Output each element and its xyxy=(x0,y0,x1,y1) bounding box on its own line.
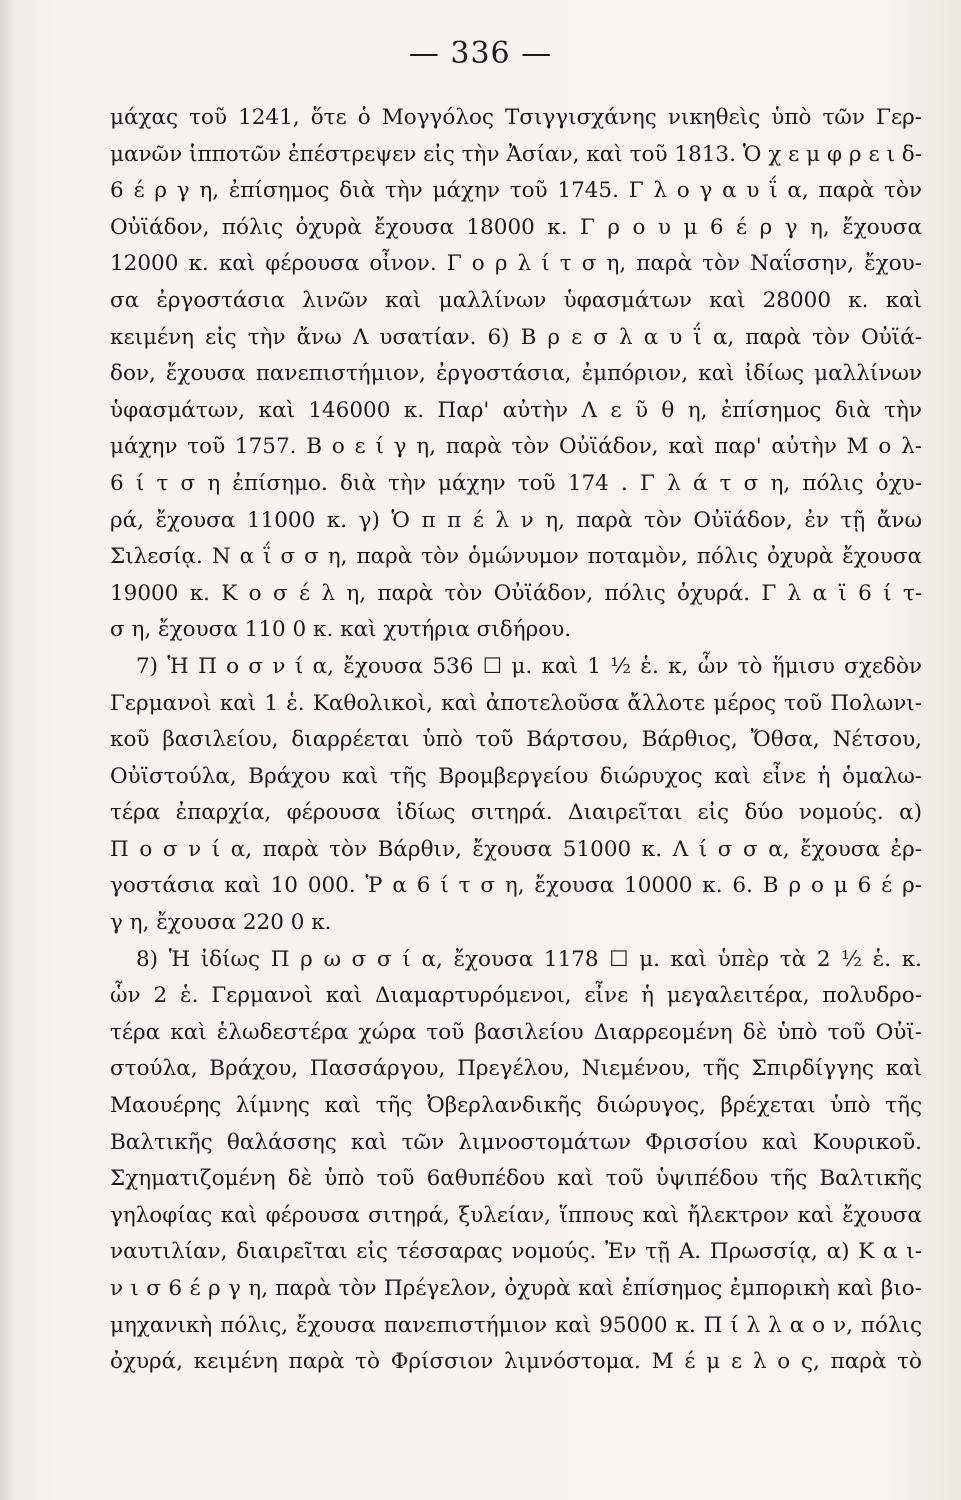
text-line: Οὐϊστούλα, Βράχου καὶ τῆς Βρομβεργείου διώρυχος καὶ εἶνε ἡ ὁμαλω- xyxy=(110,763,922,789)
text-line: Σχηματιζομένη δὲ ὑπὸ τοῦ 6αθυπέδου καὶ τοῦ ὑψιπέδου τῆς Βαλτικῆς xyxy=(110,1166,922,1192)
text-line: ναυτιλίαν, διαιρεῖται εἰς τέσσαρας νομούς. Ἐν τῇ Α. Πρωσσίᾳ, α) Κ α ι- xyxy=(110,1239,922,1265)
text-line: γ η, ἔχουσα 220 0 κ. xyxy=(110,910,332,936)
text-line: στούλα, Βράχου, Πασσάργου, Πρεγέλου, Νιεμένου, τῆς Σπιρδίγγης καὶ xyxy=(110,1056,922,1082)
text-line: 8) Ἡ ἰδίως Π ρ ω σ σ ί α, ἔχουσα 1178 ☐ μ. καὶ ὑπὲρ τὰ 2 ½ ἑ. κ. xyxy=(136,946,922,972)
text-line: τέρα ἐπαρχία, φέρουσα ἰδίως σιτηρά. Διαιρεῖται εἰς δύο νομούς. α) xyxy=(110,800,922,826)
text-line: κοῦ βασιλείου, διαρρέεται ὑπὸ τοῦ Βάρτσου, Βάρθιος, Ὄθσα, Νέτσου, xyxy=(110,727,922,753)
page-number: — 336 — xyxy=(408,36,553,71)
text-line: γηλοφίας καὶ φέρουσα σιτηρά, ξυλείαν, ἵππους καὶ ἤλεκτρον καὶ ἔχουσα xyxy=(110,1202,922,1228)
text-line: ὧν 2 ἑ. Γερμανοὶ καὶ Διαμαρτυρόμενοι, εἶνε ἡ μεγαλειτέρα, πολυδρο- xyxy=(110,983,922,1009)
text-line: τέρα καὶ ἑλωδεστέρα χώρα τοῦ βασιλείου Διαρρεομένη δὲ ὑπὸ τοῦ Οὐϊ- xyxy=(110,1019,922,1045)
text-line: Σιλεσίᾳ. Ν α ΐ σ σ η, παρὰ τὸν ὁμώνυμον ποταμὸν, πόλις ὀχυρὰ ἔχουσα xyxy=(110,544,922,570)
text-line: Βαλτικῆς θαλάσσης καὶ τῶν λιμνοστομάτων Φρισσίου καὶ Κουρικοῦ. xyxy=(110,1129,922,1155)
text-line: ν ι σ 6 έ ρ γ η, παρὰ τὸν Πρέγελον, ὀχυρὰ καὶ ἐπίσημος ἐμπορικὴ καὶ βιο- xyxy=(110,1276,922,1301)
text-line: 12000 κ. καὶ φέρουσα οἶνον. Γ ο ρ λ ί τ σ η, παρὰ τὸν Ναΐσσην, ἔχου- xyxy=(110,251,922,277)
text-line: μάχας τοῦ 1241, ὅτε ὁ Μογγόλος Τσιγγισχάνης νικηθεὶς ὑπὸ τῶν Γερ- xyxy=(110,105,922,130)
text-line: Οὐϊάδον, πόλις ὀχυρὰ ἔχουσα 18000 κ. Γ ρ ο υ μ 6 έ ρ γ η, ἔχουσα xyxy=(110,214,922,240)
text-line: Π ο σ ν ί α, παρὰ τὸν Βάρθιν, ἔχουσα 51000 κ. Λ ί σ σ α, ἔχουσα ἐρ- xyxy=(110,836,922,862)
text-line: κειμένη εἰς τὴν ἄνω Λ υσατίαν. 6) Β ρ ε σ λ α υ ΐ α, παρὰ τὸν Οὐϊά- xyxy=(110,324,922,350)
text-line: μάχην τοῦ 1757. Β ο ε ί γ η, παρὰ τὸν Οὐϊάδον, καὶ παρ' αὐτὴν Μ ο λ- xyxy=(110,434,922,460)
text-line: 6 έ ρ γ η, ἐπίσημος διὰ τὴν μάχην τοῦ 1745. Γ λ ο γ α υ ΐ α, παρὰ τὸν xyxy=(110,178,922,204)
body-text xyxy=(110,100,922,1381)
binding-shadow xyxy=(0,0,14,1500)
text-line: μηχανικὴ πόλις, ἔχουσα πανεπιστήμιον καὶ 95000 κ. Π ί λ λ α ο ν, πόλις xyxy=(110,1312,922,1338)
text-line: σ η, ἔχουσα 110 0 κ. καὶ χυτήρια σιδήρου. xyxy=(110,617,572,643)
text-line: ὑφασμάτων, καὶ 146000 κ. Παρ' αὐτὴν Λ ε ῦ θ η, ἐπίσημος διὰ τὴν xyxy=(110,397,922,423)
text-line: ρά, ἔχουσα 11000 κ. γ) Ὁ π π έ λ ν η, παρὰ τὸν Οὐϊάδον, ἐν τῇ ἄνω xyxy=(110,507,922,533)
text-line: σα ἐργοστάσια λινῶν καὶ μαλλίνων ὑφασμάτων καὶ 28000 κ. καὶ xyxy=(110,287,922,313)
text-line: Γερμανοὶ καὶ 1 ἑ. Καθολικοὶ, καὶ ἀποτελοῦσα ἄλλοτε μέρος τοῦ Πολωνι- xyxy=(110,690,922,716)
text-line: ὀχυρά, κειμένη παρὰ τὸ Φρίσσιον λιμνόστομα. Μ έ μ ε λ ο ς, παρὰ τὸ xyxy=(110,1349,922,1375)
text-line: 19000 κ. Κ ο σ έ λ η, παρὰ τὸν Οὐϊάδον, πόλις ὀχυρά. Γ λ α ϊ 6 ί τ- xyxy=(110,580,922,606)
text-line: Μαουέρης λίμνης καὶ τῆς Ὀβερλανδικῆς διώρυγος, βρέχεται ὑπὸ τῆς xyxy=(110,1093,922,1119)
text-line: γοστάσια καὶ 10 000. Ῥ α 6 ί τ σ η, ἔχουσα 10000 κ. 6. Β ρ ο μ 6 έ ρ- xyxy=(110,873,922,899)
text-line: 7) Ἡ Π ο σ ν ί α, ἔχουσα 536 ☐ μ. καὶ 1 ½ ἑ. κ, ὧν τὸ ἥμισυ σχεδὸν xyxy=(136,653,922,679)
text-line: μανῶν ἱπποτῶν ἐπέστρεψεν εἰς τὴν Ἀσίαν, καὶ τοῦ 1813. Ὁ χ ε μ φ ρ ε ι δ- xyxy=(110,141,922,167)
text-line: δον, ἔχουσα πανεπιστήμιον, ἐργοστάσια, ἐμπόριον, καὶ ἰδίως μαλλίνων xyxy=(110,361,922,387)
text-line: 6 ί τ σ η ἐπίσημο. διὰ τὴν μάχην τοῦ 174 . Γ λ ά τ σ η, πόλις ὀχυ- xyxy=(110,470,922,496)
